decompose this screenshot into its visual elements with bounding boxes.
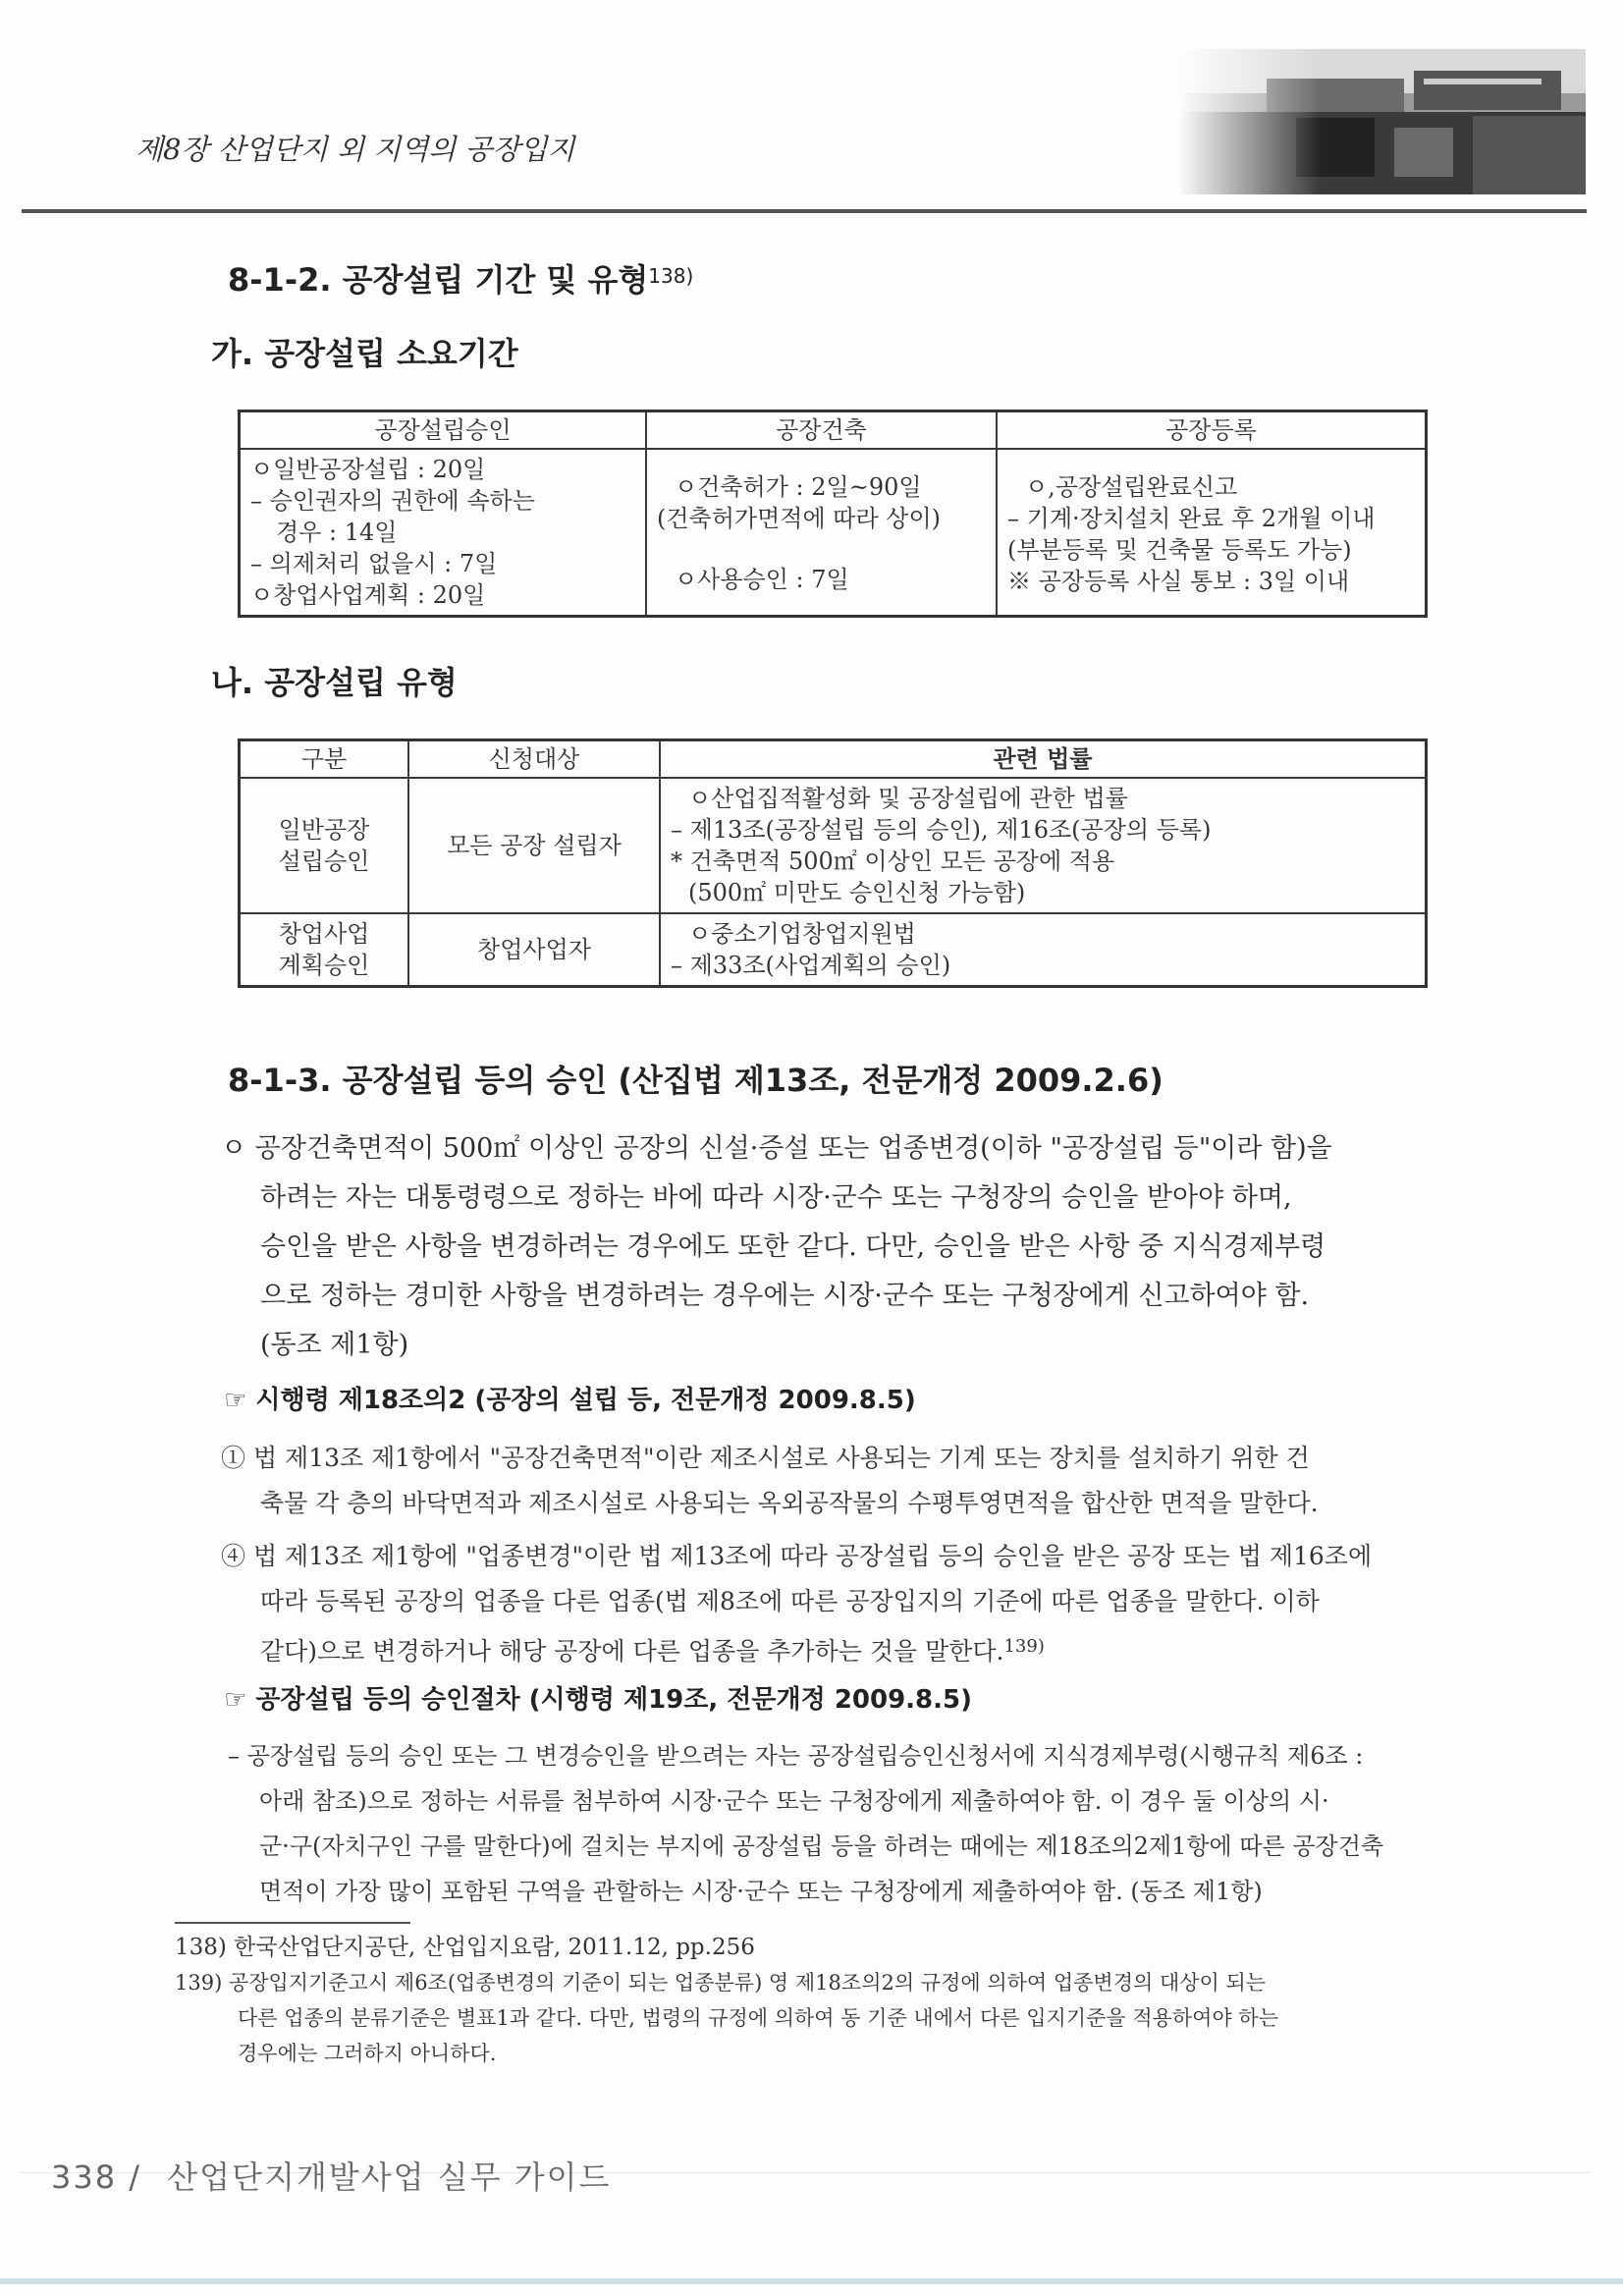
duration-table bbox=[238, 410, 1428, 618]
reference-decree-18-2: ☞ 시행령 제18조의2 (공장의 설립 등, 전문개정 2009.8.5) bbox=[224, 1386, 916, 1415]
table-cell: 일반공장 설립승인 bbox=[240, 778, 409, 913]
reference-decree-19: ☞ 공장설립 등의 승인절차 (시행령 제19조, 전문개정 2009.8.5) bbox=[224, 1685, 972, 1715]
page-number: 338 bbox=[51, 2159, 118, 2196]
header-photo bbox=[1178, 49, 1586, 194]
table-header: 구분 bbox=[240, 740, 409, 779]
subheading-type: 나. 공장설립 유형 bbox=[211, 664, 458, 701]
section-heading-8-1-2: 8-1-2. 공장설립 기간 및 유형$^{138)}$ bbox=[228, 261, 694, 299]
table-header: 공장등록 bbox=[997, 411, 1427, 450]
decree-item-4: ④ 법 제13조 제1항에 "업종변경"이란 법 제13조에 따라 공장설립 등의 승인을 받은 공장 또는 법 제16조에 따라 등록된 공장의 업종을 다른 업종(법 제8조에 따른 공장입지의 기준에 따른 업종을 말한다. 이하 같다)으로 변경하거나 해당 공장에 다른 업종을 추가하는 것을 말한다.$^{139)}$ bbox=[221, 1542, 1373, 1666]
table-cell: 모든 공장 설립자 bbox=[408, 778, 660, 913]
bottom-band bbox=[0, 2278, 1623, 2284]
book-title: 산업단지개발사업 실무 가이드 bbox=[167, 2159, 612, 2196]
table-cell: 창업사업 계획승인 bbox=[240, 913, 409, 987]
page-footer bbox=[51, 2153, 611, 2198]
approval-paragraph: ㅇ 공장건축면적이 500㎡ 이상인 공장의 신설·증설 또는 업종변경(이하 "공장설립 등"이라 함)을 하려는 자는 대통령령으로 정하는 바에 따라 시장·군수 또는 구청장의 승인을 받아야 하며, 승인을 받은 사항을 변경하려는 경우에도 또한 같다. 다만, 승인을 받은 사항 중 지식경제부령 으로 정하는 경미한 사항을 변경하려는 경우에는 시장·군수 또는 구청장에게 신고하여야 함. (동조 제1항) bbox=[221, 1133, 1332, 1360]
table-header: 신청대상 bbox=[408, 740, 660, 779]
subheading-duration: 가. 공장설립 소요기간 bbox=[211, 335, 518, 372]
section-heading-8-1-3: 8-1-3. 공장설립 등의 승인 (산집법 제13조, 전문개정 2009.2.6) bbox=[228, 1062, 1163, 1099]
table-header: 공장설립승인 bbox=[240, 411, 647, 450]
footnote-138: 138) 한국산업단지공단, 산업입지요람, 2011.12, pp.256 bbox=[175, 1935, 755, 1960]
header-rule bbox=[22, 209, 1587, 213]
footnote-ref-138: 138) bbox=[648, 264, 694, 288]
footnote-rule bbox=[175, 1922, 410, 1924]
table-header: 관련 법률 bbox=[660, 740, 1427, 779]
table-cell: ㅇ일반공장설립 : 20일 – 승인권자의 권한에 속하는 경우 : 14일 – 의제처리 없을시 : 7일 ㅇ창업사업계획 : 20일 bbox=[240, 449, 647, 617]
table-cell: ㅇ중소기업창업지원법 – 제33조(사업계획의 승인) bbox=[660, 913, 1427, 987]
footnote-139: 139) 공장입지기준고시 제6조(업종변경의 기준이 되는 업종분류) 영 제18조의2의 규정에 의하여 업종변경의 대상이 되는 다른 업종의 분류기준은 별표1과 같다. 다만, 법령의 규정에 의하여 동 기준 내에서 다른 입지기준을 적용하여야 하는 경우에는 그러하지 아니하다. bbox=[175, 1971, 1278, 2065]
type-table bbox=[238, 738, 1428, 988]
footnote-ref-139: 139) bbox=[1003, 1636, 1045, 1657]
table-cell: 창업사업자 bbox=[408, 913, 660, 987]
chapter-title: 제8장 산업단지 외 지역의 공장입지 bbox=[135, 133, 575, 166]
table-cell: ㅇ건축허가 : 2일~90일 (건축허가면적에 따라 상이) ㅇ사용승인 : 7일 bbox=[646, 449, 997, 617]
table-header: 공장건축 bbox=[646, 411, 997, 450]
decree-item-1: ① 법 제13조 제1항에서 "공장건축면적"이란 제조시설로 사용되는 기계 또는 장치를 설치하기 위한 건 축물 각 층의 바닥면적과 제조시설로 사용되는 옥외공작물의 수평투영면적을 합산한 면적을 말한다. bbox=[221, 1444, 1319, 1517]
table-cell: ㅇ,공장설립완료신고 – 기계·장치설치 완료 후 2개월 이내 (부분등록 및 건축물 등록도 가능) ※ 공장등록 사실 통보 : 3일 이내 bbox=[997, 449, 1427, 617]
approval-procedure: – 공장설립 등의 승인 또는 그 변경승인을 받으려는 자는 공장설립승인신청서에 지식경제부령(시행규칙 제6조 : 아래 참조)으로 정하는 서류를 첨부하여 시장·군수 또는 구청장에게 제출하여야 함. 이 경우 둘 이상의 시· 군·구(자치구인 구를 말한다)에 걸치는 부지에 공장설립 등을 하려는 때에는 제18조의2제1항에 따른 공장건축 면적이 가장 많이 포함된 구역을 관할하는 시장·군수 또는 구청장에게 제출하여야 함. (동조 제1항) bbox=[228, 1742, 1384, 1905]
table-cell: ㅇ산업집적활성화 및 공장설립에 관한 법률 – 제13조(공장설립 등의 승인), 제16조(공장의 등록) * 건축면적 500㎡ 이상인 모든 공장에 적용 (500㎡ 미만도 승인신청 가능함) bbox=[660, 778, 1427, 913]
footer-separator: / bbox=[129, 2159, 142, 2196]
